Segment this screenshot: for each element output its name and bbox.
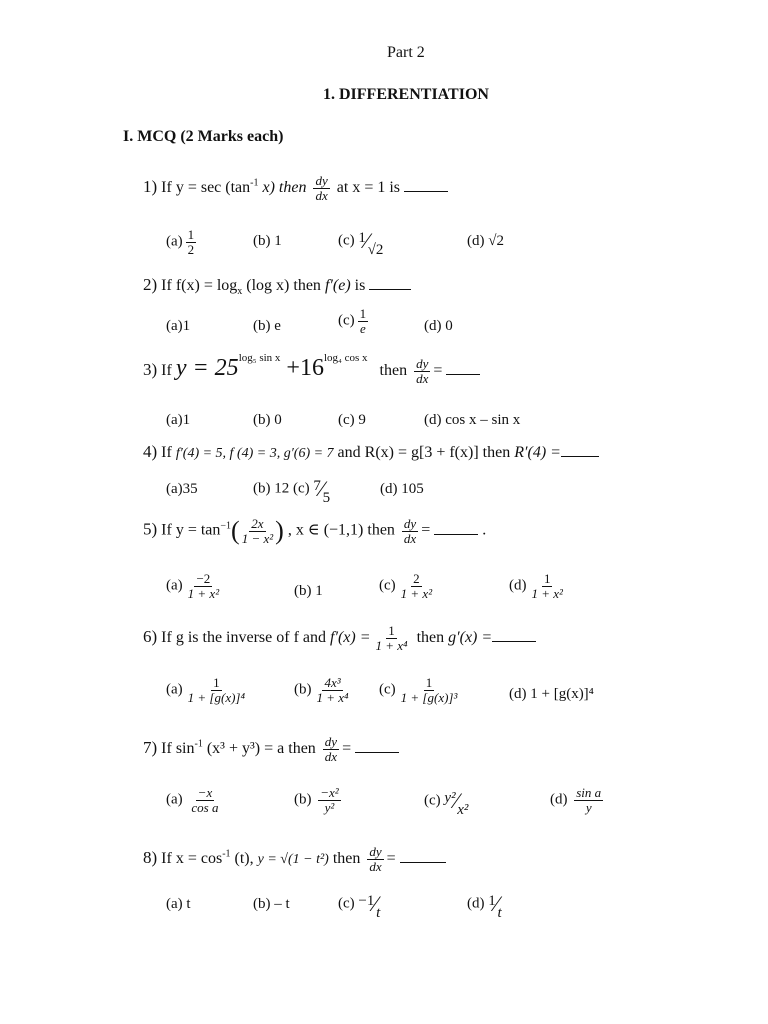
- numerator: dy: [416, 356, 429, 372]
- fraction: [189, 786, 220, 814]
- denominator: 2: [187, 241, 195, 257]
- numerator: 1: [358, 230, 366, 246]
- q5-option-c: [379, 572, 437, 600]
- option-label: (d): [467, 895, 485, 912]
- question-text: is: [354, 277, 366, 294]
- denominator: x²: [457, 802, 469, 818]
- superscript: -1: [250, 177, 259, 189]
- q5-option-d: [509, 572, 568, 600]
- question-text: If: [161, 362, 172, 379]
- fraction: [530, 572, 565, 600]
- math-expression: y = 25: [175, 355, 239, 381]
- q1-option-a: [166, 228, 199, 256]
- q7-option-c: [424, 788, 469, 818]
- fraction: [358, 307, 369, 335]
- fraction: [318, 786, 340, 814]
- q5-option-a: [166, 572, 224, 600]
- denominator: t: [497, 905, 502, 921]
- q6-option-c: [379, 676, 462, 704]
- question-8: [143, 845, 446, 873]
- fraction: [414, 357, 430, 385]
- numerator: −x²: [320, 785, 339, 800]
- question-6: [143, 624, 536, 652]
- q1-option-d: (d) √2: [467, 233, 504, 249]
- question-number: 3): [143, 360, 158, 379]
- q2-option-d: (d) 0: [424, 318, 453, 334]
- option-label: (b) 12 (c): [253, 480, 310, 497]
- numerator: 1: [213, 675, 220, 690]
- question-number: 8): [143, 847, 158, 867]
- numerator: 1: [425, 675, 433, 690]
- q8-option-a: (a) t: [166, 896, 191, 912]
- numerator: 1: [187, 227, 195, 242]
- question-text: If y = sec (tan: [161, 178, 251, 196]
- question-text: at x = 1 is: [336, 178, 401, 196]
- q3-option-a: (a)1: [166, 412, 191, 428]
- numerator: 1: [359, 306, 367, 321]
- answer-blank: [404, 190, 448, 192]
- question-number: 2): [143, 275, 158, 294]
- slash-fraction: −1⁄t: [358, 891, 381, 921]
- option-label: (a): [166, 577, 183, 594]
- q7-option-a: [166, 786, 224, 814]
- q5-option-b: (b) 1: [294, 583, 323, 599]
- denominator: y²: [324, 799, 335, 815]
- fraction: [374, 624, 410, 652]
- answer-blank: [446, 373, 480, 375]
- denominator: dx: [315, 187, 328, 203]
- q6-option-b: [294, 676, 354, 704]
- q8-option-c: [338, 891, 381, 921]
- equals-sign: =: [421, 521, 431, 539]
- option-label: (b): [294, 681, 312, 698]
- answer-blank: [434, 533, 478, 535]
- answer-blank: [561, 455, 599, 457]
- question-1: [143, 174, 448, 202]
- numerator: 2: [413, 571, 420, 586]
- q7-option-d: [550, 786, 606, 814]
- question-5: 5) If $y = \tan^{-1}$( $\frac{2x}{\text{1 − x²}}$ ) , x ∈ (−1,1) then $\frac{dy}{dx}$ = .: [143, 515, 487, 546]
- denominator: 1 + x²: [400, 585, 433, 601]
- exponent: log₄ cos x: [323, 351, 368, 364]
- denominator: 1 + x²: [187, 585, 220, 601]
- math-expression: f′(e): [324, 277, 351, 294]
- fraction: [186, 676, 247, 704]
- question-number: 6): [143, 626, 158, 646]
- fraction: [315, 676, 351, 704]
- denominator: 1 + x²: [531, 585, 563, 601]
- q3-option-d: (d) cos x – sin x: [424, 412, 521, 428]
- slash-fraction: 1⁄t: [488, 891, 502, 921]
- question-3: [143, 351, 480, 386]
- q1-option-b: (b) 1: [253, 233, 282, 249]
- denominator: 1 − x²: [241, 530, 274, 546]
- numerator: −2: [196, 571, 211, 586]
- fraction: [399, 676, 460, 704]
- part-label: Part 2: [387, 44, 425, 61]
- exponent: log₅ sin x: [238, 351, 281, 364]
- question-text: (x³ + y³) = a then: [202, 739, 316, 757]
- superscript: -1: [222, 848, 231, 860]
- question-number: 5): [143, 519, 158, 539]
- denominator: dx: [324, 748, 338, 764]
- question-text: , x ∈ (−1,1) then: [287, 521, 395, 539]
- math-expression: f′(4) = 5, f (4) = 3, g′(6) = 7: [175, 446, 334, 461]
- option-label: (a): [166, 233, 183, 250]
- q8-option-d: [467, 891, 502, 921]
- superscript: -1: [194, 738, 203, 750]
- chapter-title: 1. DIFFERENTIATION: [323, 86, 489, 103]
- slash-fraction: y²⁄x²: [444, 788, 469, 818]
- denominator: 1 + [g(x)]⁴: [187, 689, 245, 705]
- section-title: I. MCQ (2 Marks each): [123, 128, 284, 145]
- q2-option-c: [338, 307, 371, 335]
- question-text: then: [416, 628, 445, 646]
- subscript: x: [237, 286, 243, 298]
- denominator: dx: [369, 858, 382, 874]
- question-text: If: [161, 444, 172, 461]
- option-label: (c): [338, 312, 355, 329]
- q6-option-a: [166, 676, 250, 704]
- fraction: [186, 572, 221, 600]
- question-text: If sin: [161, 739, 195, 757]
- denominator: 5: [322, 490, 331, 506]
- option-label: (a): [166, 791, 183, 808]
- fraction: [186, 228, 197, 256]
- option-label: (b): [294, 791, 312, 808]
- math-expression: g′(x) =: [448, 628, 493, 646]
- question-number: 1): [143, 176, 158, 196]
- numerator: dy: [369, 844, 382, 859]
- option-label: (c): [338, 232, 355, 249]
- math-expression: R′(4) =: [514, 444, 561, 461]
- question-text: then: [379, 362, 408, 379]
- option-label: (c): [338, 895, 355, 912]
- denominator: t: [376, 905, 381, 921]
- fraction: [313, 174, 329, 202]
- denominator: cos a: [191, 799, 219, 815]
- denominator: y: [585, 799, 592, 815]
- question-text: If f(x) = log: [161, 277, 238, 294]
- answer-blank: [369, 288, 411, 290]
- question-number: 7): [143, 737, 158, 757]
- option-label: (c): [379, 577, 396, 594]
- q6-option-d: (d) 1 + [g(x)]⁴: [509, 686, 594, 702]
- q4-option-a: (a)35: [166, 481, 198, 497]
- q1-option-c: [338, 228, 384, 258]
- denominator: dx: [403, 530, 417, 546]
- question-number: 4): [143, 442, 158, 461]
- question-text: If x = cos: [161, 849, 223, 867]
- fraction: [402, 517, 418, 545]
- q3-option-c: (c) 9: [338, 412, 366, 428]
- option-label: (a): [166, 681, 183, 698]
- answer-blank: [400, 861, 446, 863]
- fraction: [367, 845, 383, 873]
- q8-option-b: (b) – t: [253, 896, 290, 912]
- fraction: [399, 572, 434, 600]
- numerator: 1: [488, 893, 496, 909]
- fraction: [574, 786, 603, 814]
- q2-option-b: (b) e: [253, 318, 281, 334]
- numerator: 2x: [251, 515, 264, 531]
- option-label: (c): [379, 681, 396, 698]
- question-7: [143, 735, 399, 763]
- q3-option-b: (b) 0: [253, 412, 282, 428]
- q4-option-b: [253, 476, 331, 506]
- question-text: If y = tan: [161, 521, 221, 539]
- option-label: (c): [424, 792, 441, 809]
- denominator: 1 + [g(x)]³: [400, 689, 458, 705]
- question-text: x) then: [258, 178, 307, 196]
- numerator: sin a: [576, 785, 602, 800]
- question-4: [143, 442, 599, 462]
- slash-fraction: 7⁄5: [313, 476, 331, 506]
- numerator: −x: [197, 785, 213, 800]
- question-2: [143, 275, 411, 297]
- math-expression: y = √(1 − t²): [257, 851, 329, 867]
- math-expression: f′(x) =: [330, 628, 371, 646]
- numerator: 4x³: [324, 675, 341, 690]
- slash-fraction: 1⁄√2: [358, 228, 384, 258]
- answer-blank: [492, 640, 536, 642]
- numerator: dy: [315, 173, 328, 188]
- denominator: √2: [367, 242, 384, 258]
- option-label: (d): [509, 577, 527, 594]
- q4-option-d: (d) 105: [380, 481, 424, 497]
- superscript: −1: [220, 520, 232, 532]
- denominator: 1 + x⁴: [375, 637, 408, 653]
- numerator: 1: [543, 571, 551, 586]
- denominator: e: [360, 320, 366, 336]
- q2-option-a: (a)1: [166, 318, 191, 334]
- denominator: 1 + x⁴: [316, 689, 349, 705]
- numerator: 1: [388, 623, 395, 638]
- equals-sign: =: [342, 739, 352, 757]
- equals-sign: =: [433, 362, 443, 379]
- numerator: 7: [313, 478, 321, 494]
- equals-sign: =: [386, 849, 396, 867]
- numerator: y²: [444, 790, 456, 806]
- denominator: dx: [416, 370, 429, 386]
- fraction: [240, 517, 275, 545]
- numerator: −1: [358, 893, 375, 909]
- question-text: and R(x) = g[3 + f(x)] then: [337, 444, 511, 461]
- answer-blank: [355, 751, 399, 753]
- option-label: (d): [550, 791, 568, 808]
- q7-option-b: [294, 786, 344, 814]
- numerator: dy: [403, 515, 417, 531]
- math-expression: +16: [280, 355, 324, 381]
- question-text: (log x) then: [242, 277, 321, 294]
- math-expression: [176, 355, 239, 381]
- question-text: (t),: [230, 849, 254, 867]
- fraction: [323, 735, 339, 763]
- numerator: dy: [324, 734, 338, 749]
- question-text: then: [332, 849, 361, 867]
- question-text: If g is the inverse of f and: [161, 628, 327, 646]
